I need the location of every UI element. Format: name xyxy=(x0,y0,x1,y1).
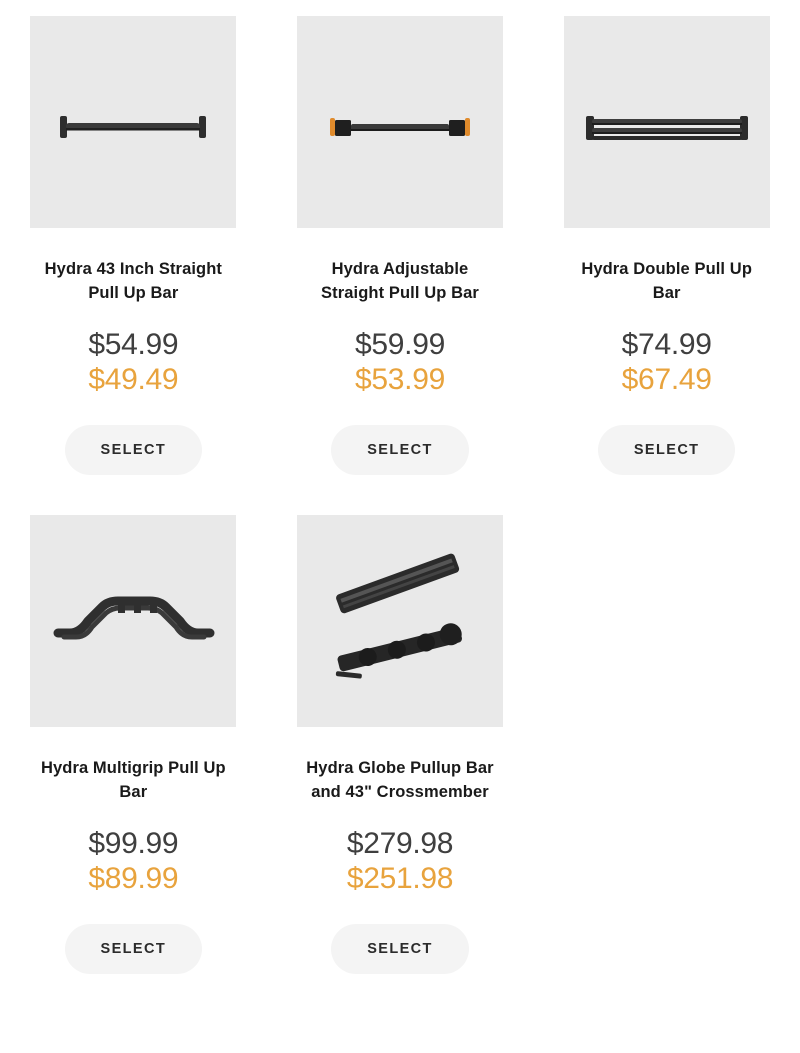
empty-grid-cell xyxy=(533,515,800,1014)
select-button[interactable]: SELECT xyxy=(598,425,736,475)
product-card[interactable] xyxy=(533,16,800,515)
product-illustration xyxy=(297,515,503,727)
product-card[interactable] xyxy=(267,515,534,1014)
price-sale: $49.49 xyxy=(88,363,179,397)
price-original: $74.99 xyxy=(621,327,712,361)
product-card[interactable] xyxy=(267,16,534,515)
price-sale: $251.98 xyxy=(346,862,454,896)
product-title: Hydra Multigrip Pull Up Bar xyxy=(40,759,226,801)
product-illustration xyxy=(30,16,236,228)
product-title: Hydra Double Pull Up Bar xyxy=(581,260,752,302)
price-sale: $67.49 xyxy=(621,363,712,397)
price-original: $54.99 xyxy=(88,327,179,361)
price-block xyxy=(355,328,445,397)
adjustable-straight-pull-up-bar-image[interactable] xyxy=(297,16,503,228)
product-title: Hydra 43 Inch Straight Pull Up Bar xyxy=(44,260,222,302)
price-original: $279.98 xyxy=(346,826,454,860)
product-illustration xyxy=(564,16,770,228)
price-block xyxy=(347,827,453,896)
product-card[interactable] xyxy=(0,16,267,515)
double-pull-up-bar-image[interactable] xyxy=(564,16,770,228)
select-button[interactable]: SELECT xyxy=(331,924,469,974)
price-original: $59.99 xyxy=(355,327,445,361)
price-original: $99.99 xyxy=(88,826,179,860)
price-sale: $53.99 xyxy=(355,363,445,397)
price-sale: $89.99 xyxy=(88,862,179,896)
product-title: Hydra Globe Pullup Bar and 43" Crossmember xyxy=(306,759,494,801)
price-block xyxy=(88,827,178,896)
price-block xyxy=(88,328,178,397)
product-title: Hydra Adjustable Straight Pull Up Bar xyxy=(321,260,479,302)
price-block xyxy=(622,328,712,397)
product-illustration xyxy=(297,16,503,228)
product-illustration xyxy=(30,515,236,727)
select-button[interactable]: SELECT xyxy=(331,425,469,475)
product-card[interactable] xyxy=(0,515,267,1014)
select-button[interactable]: SELECT xyxy=(65,425,203,475)
straight-pull-up-bar-image[interactable] xyxy=(30,16,236,228)
select-button[interactable]: SELECT xyxy=(65,924,203,974)
globe-pullup-bar-crossmember-image[interactable] xyxy=(297,515,503,727)
multigrip-pull-up-bar-image[interactable] xyxy=(30,515,236,727)
